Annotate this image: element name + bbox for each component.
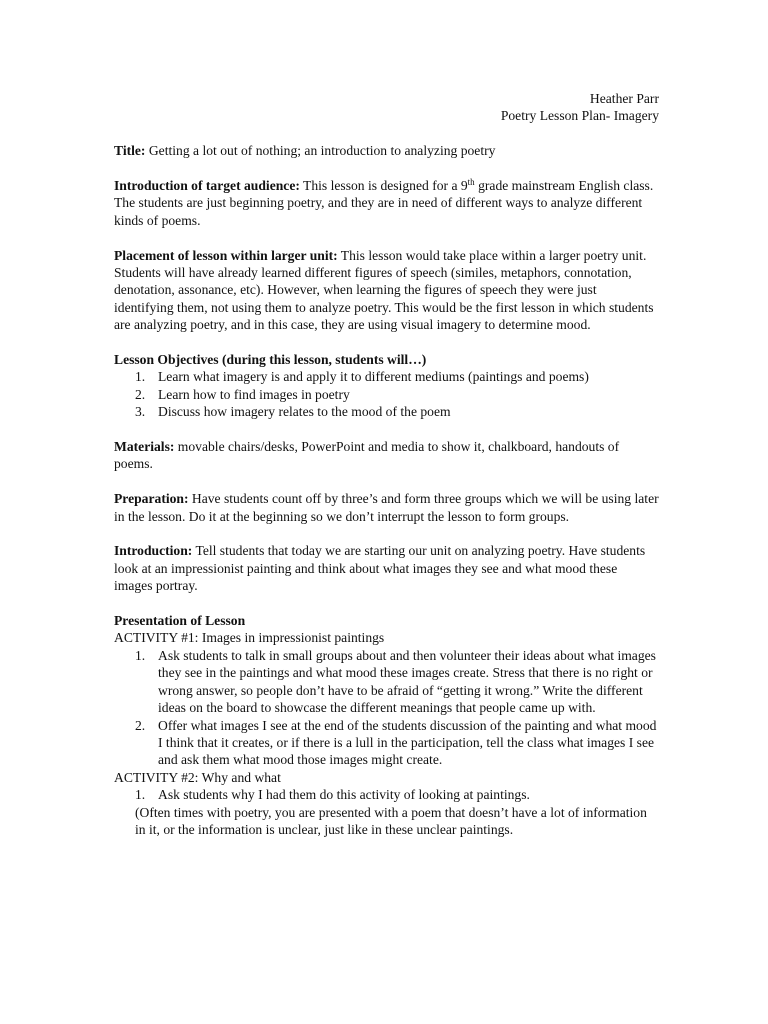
presentation-heading-text: Presentation of Lesson bbox=[114, 613, 246, 629]
introduction-label: Introduction: bbox=[114, 543, 193, 559]
list-text: Discuss how imagery relates to the mood of the poem bbox=[158, 404, 451, 420]
list-text: Learn what imagery is and apply it to different mediums (paintings and poems) bbox=[158, 369, 589, 385]
list-text: Offer what images I see at the end of the students discussion of the painting and what mood I think that it creates, or if there is a lull in the participation, tell the class what images I see and ask them what mood those images might create. bbox=[158, 717, 657, 768]
materials-text: movable chairs/desks, PowerPoint and media to show it, chalkboard, handouts of poems. bbox=[114, 439, 620, 472]
objectives-list bbox=[114, 368, 659, 420]
introduction-section bbox=[114, 542, 659, 594]
title-label: Title: bbox=[114, 143, 146, 159]
list-text: Ask students why I had them do this activity of looking at paintings. bbox=[158, 787, 530, 803]
list-item bbox=[114, 786, 659, 803]
materials-section bbox=[114, 438, 659, 473]
activity2-note: (Often times with poetry, you are presented with a poem that doesn’t have a lot of information in it, or the information is unclear, just like in these unclear paintings. bbox=[135, 804, 647, 837]
presentation-heading bbox=[114, 612, 659, 629]
list-number: 1. bbox=[135, 369, 146, 385]
audience-text-b: grade mainstream English class. The students are just beginning poetry, and they are in need of different ways to analyze different kinds of poems. bbox=[114, 178, 654, 228]
document-title: Poetry Lesson Plan- Imagery bbox=[500, 108, 659, 124]
list-item bbox=[114, 368, 659, 385]
list-text: Ask students to talk in small groups about and then volunteer their ideas about what images they see in the paintings and what mood these images create. Stress that there is no right or wrong answer, so people don’t have to be afraid of “getting it wrong.” Write the different ideas on the board to showcase the different meanings that people came up with. bbox=[158, 647, 656, 716]
list-item bbox=[114, 403, 659, 420]
title-text: Getting a lot out of nothing; an introduction to analyzing poetry bbox=[145, 143, 496, 159]
list-number: 1. bbox=[135, 787, 146, 803]
audience-label: Introduction of target audience: bbox=[114, 178, 300, 193]
document-body bbox=[114, 90, 659, 838]
materials-label: Materials: bbox=[114, 439, 175, 455]
list-number: 2. bbox=[135, 717, 146, 733]
list-number: 3. bbox=[135, 404, 146, 420]
activity1-title: ACTIVITY #1: Images in impressionist paintings bbox=[114, 630, 385, 646]
document-header bbox=[114, 90, 659, 125]
list-text: Learn how to find images in poetry bbox=[158, 386, 350, 402]
author-name: Heather Parr bbox=[589, 91, 659, 106]
preparation-text: Have students count off by three’s and form three groups which we will be using later in the lesson. Do it at the beginning so we don’t interrupt the lesson to form groups. bbox=[114, 491, 659, 524]
preparation-label: Preparation: bbox=[114, 491, 189, 507]
audience-sup: th bbox=[467, 177, 475, 187]
list-item bbox=[114, 717, 659, 769]
list-number: 2. bbox=[135, 386, 146, 402]
preparation-section bbox=[114, 490, 659, 525]
audience-text-a: This lesson is designed for a 9 bbox=[299, 178, 468, 193]
list-item bbox=[114, 647, 659, 717]
activity1-list bbox=[114, 647, 659, 769]
placement-section bbox=[114, 247, 659, 334]
list-item bbox=[114, 386, 659, 403]
audience-section bbox=[114, 177, 659, 229]
list-number: 1. bbox=[135, 647, 146, 663]
activity2-list bbox=[114, 786, 659, 803]
objectives-heading bbox=[114, 351, 659, 368]
objectives-heading-text: Lesson Objectives (during this lesson, students will…) bbox=[114, 352, 427, 368]
placement-text: This lesson would take place within a larger poetry unit. Students will have already learned different figures of speech (similes, metaphors, connotation, denotation, assonance, etc). However, when learning the figures of speech they were just identifying them, not using them to analyze poetry. This would be the first lesson in which students are analyzing poetry, and in this case, they are using visual imagery to determine mood. bbox=[114, 247, 654, 333]
placement-label: Placement of lesson within larger unit: bbox=[114, 247, 338, 263]
introduction-text: Tell students that today we are starting our unit on analyzing poetry. Have students look at an impressionist painting and think about what images they see and what mood these images portray. bbox=[114, 543, 646, 594]
activity2-title: ACTIVITY #2: Why and what bbox=[114, 769, 281, 785]
title-section bbox=[114, 142, 659, 159]
